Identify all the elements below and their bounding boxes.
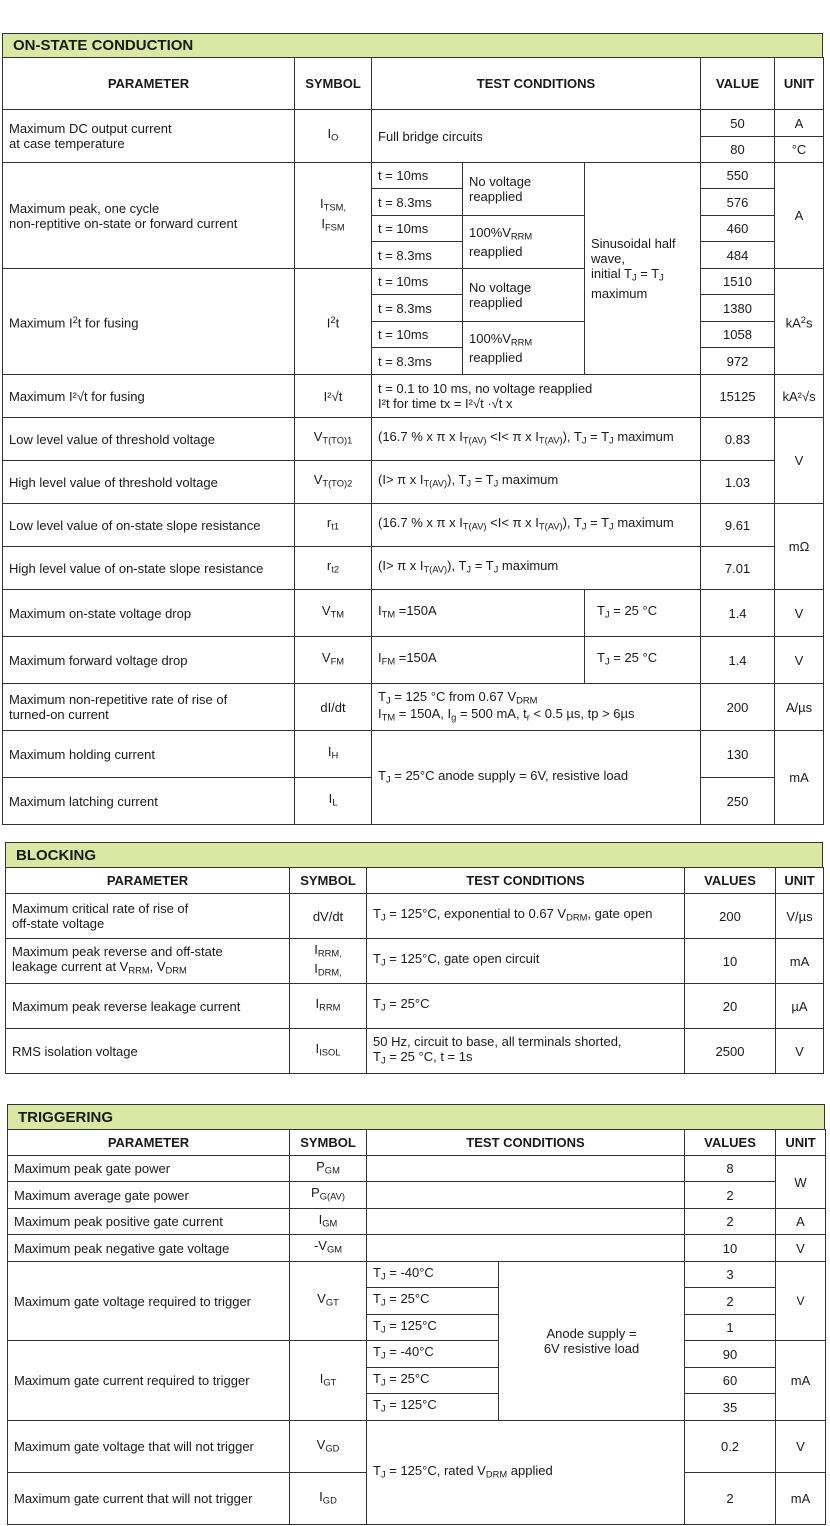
condition-cell: (I> π x $I_{T(AV)}$), $T_J = T_J$ maximum — [372, 547, 701, 590]
table-row — [6, 984, 824, 1029]
param-cell: Maximum average gate power — [8, 1182, 290, 1209]
condition-cell: (16.7 % x π x $I_{T(AV)} <I< \pi$ x $I_{T(AV)}$), $T_J = T_J$ maximum — [372, 504, 701, 547]
symbol-cell: $I_{TSM,}$ $I_{FSM}$ — [295, 163, 372, 269]
unit-cell: V — [775, 418, 824, 504]
header-conditions: TEST CONDITIONS — [372, 58, 701, 110]
condition-cell — [367, 1209, 685, 1235]
value-cell: 60 — [685, 1368, 776, 1394]
value-cell: 35 — [685, 1394, 776, 1421]
param-cell: Maximum holding current — [3, 731, 295, 778]
time-cell: t = 10ms — [372, 322, 463, 348]
symbol-cell: $V_{T(TO)1}$ — [295, 418, 372, 461]
table-row — [3, 375, 824, 418]
temp-cell: $T_J = 125^\circ C$ — [367, 1315, 499, 1341]
header-row — [8, 1130, 826, 1156]
value-cell: 1.03 — [701, 461, 775, 504]
header-values: VALUES — [685, 868, 776, 894]
symbol-cell: $I_O$ — [295, 110, 372, 163]
temp-cell: $T_J = 25$ °C — [585, 637, 701, 684]
value-cell: 2 — [685, 1288, 776, 1315]
param-cell: Maximum gate current that will not trigger — [8, 1473, 290, 1525]
table-row — [3, 684, 824, 731]
symbol-cell: $I_{ISOL}$ — [290, 1029, 367, 1074]
param-cell: Maximum peak positive gate current — [8, 1209, 290, 1235]
unit-cell: V — [776, 1029, 824, 1074]
unit-cell: A — [775, 163, 824, 269]
table-row — [6, 894, 824, 939]
condition-cell: Full bridge circuits — [372, 110, 701, 163]
symbol-cell: $r_{t2}$ — [295, 547, 372, 590]
time-cell: t = 8.3ms — [372, 295, 463, 322]
symbol-cell: $I_L$ — [295, 778, 372, 825]
reapplied-cell: No voltage reapplied — [463, 163, 585, 216]
anode-cell: Anode supply = 6V resistive load — [499, 1262, 685, 1421]
temp-cell: $T_J = 125^\circ C$ — [367, 1394, 499, 1421]
value-cell: 484 — [701, 242, 775, 269]
blocking-section — [5, 842, 823, 1074]
value-cell: 10 — [685, 1235, 776, 1262]
symbol-cell: I²√t — [295, 375, 372, 418]
header-unit: UNIT — [776, 1130, 826, 1156]
on-state-section — [2, 33, 823, 825]
time-cell: t = 10ms — [372, 216, 463, 242]
param-cell: Maximum forward voltage drop — [3, 637, 295, 684]
value-cell: 90 — [685, 1341, 776, 1368]
header-parameter: PARAMETER — [6, 868, 290, 894]
value-cell: 1510 — [701, 269, 775, 295]
value-cell: 2 — [685, 1182, 776, 1209]
header-symbol: SYMBOL — [295, 58, 372, 110]
table-row — [3, 547, 824, 590]
symbol-cell: $I_H$ — [295, 731, 372, 778]
time-cell: t = 8.3ms — [372, 348, 463, 375]
value-cell: 1058 — [701, 322, 775, 348]
symbol-cell: $I_{GM}$ — [290, 1209, 367, 1235]
value-cell: 0.83 — [701, 418, 775, 461]
unit-cell: A/µs — [775, 684, 824, 731]
value-cell: 972 — [701, 348, 775, 375]
value-cell: 460 — [701, 216, 775, 242]
param-cell: Maximum peak reverse and off-state leakage current at $V_{RRM}$, $V_{DRM}$ — [6, 939, 290, 984]
param-cell: Maximum peak negative gate voltage — [8, 1235, 290, 1262]
header-value: VALUE — [701, 58, 775, 110]
temp-cell: $T_J = 25$ °C — [585, 590, 701, 637]
value-cell: 1 — [685, 1315, 776, 1341]
unit-cell: °C — [775, 137, 824, 163]
param-cell: High level value of on-state slope resistance — [3, 547, 295, 590]
symbol-cell: $I^2t$ — [295, 269, 372, 375]
unit-cell: W — [776, 1156, 826, 1209]
time-cell: t = 10ms — [372, 269, 463, 295]
table-row — [3, 637, 824, 684]
table-row — [3, 731, 824, 778]
param-cell: Maximum peak gate power — [8, 1156, 290, 1182]
table-row — [3, 504, 824, 547]
value-cell: 576 — [701, 189, 775, 216]
header-row — [3, 58, 824, 110]
unit-cell: A — [776, 1209, 826, 1235]
value-cell: 0.2 — [685, 1421, 776, 1473]
on-state-table — [2, 57, 824, 825]
header-unit: UNIT — [775, 58, 824, 110]
value-cell: 200 — [701, 684, 775, 731]
symbol-cell: dV/dt — [290, 894, 367, 939]
table-row — [3, 590, 824, 637]
symbol-cell: $I_{RRM,}$ $I_{DRM,}$ — [290, 939, 367, 984]
unit-cell: mA — [776, 1473, 826, 1525]
value-cell: 2 — [685, 1209, 776, 1235]
param-cell: Maximum $I^2t$ for fusing — [3, 269, 295, 375]
temp-cell: $T_J = -40^\circ C$ — [367, 1262, 499, 1288]
param-cell: Maximum on-state voltage drop — [3, 590, 295, 637]
value-cell: 1.4 — [701, 590, 775, 637]
table-row — [3, 110, 824, 137]
value-cell: 9.61 — [701, 504, 775, 547]
table-row — [8, 1182, 826, 1209]
triggering-table — [7, 1129, 826, 1525]
blocking-table — [5, 867, 824, 1074]
param-cell: Low level value of on-state slope resistance — [3, 504, 295, 547]
time-cell: t = 8.3ms — [372, 189, 463, 216]
blocking-title: BLOCKING — [5, 842, 823, 867]
time-cell: t = 8.3ms — [372, 242, 463, 269]
param-cell: RMS isolation voltage — [6, 1029, 290, 1074]
reapplied-cell: No voltage reapplied — [463, 269, 585, 322]
temp-cell: $T_J = -40^\circ C$ — [367, 1341, 499, 1368]
unit-cell: V/µs — [776, 894, 824, 939]
condition-cell: $I_{TM} =150A$ — [372, 590, 585, 637]
triggering-section — [7, 1104, 825, 1525]
unit-cell: V — [775, 637, 824, 684]
param-cell: Maximum gate voltage required to trigger — [8, 1262, 290, 1341]
param-cell: Maximum gate current required to trigger — [8, 1341, 290, 1421]
header-conditions: TEST CONDITIONS — [367, 868, 685, 894]
table-row — [6, 939, 824, 984]
param-cell: Maximum I²√t for fusing — [3, 375, 295, 418]
table-row — [3, 163, 824, 189]
table-row — [8, 1209, 826, 1235]
param-cell: Maximum non-repetitive rate of rise of turned-on current — [3, 684, 295, 731]
unit-cell: mA — [776, 1341, 826, 1421]
unit-cell: kA²√s — [775, 375, 824, 418]
value-cell: 1380 — [701, 295, 775, 322]
header-conditions: TEST CONDITIONS — [367, 1130, 685, 1156]
header-row — [6, 868, 824, 894]
unit-cell: V — [775, 590, 824, 637]
symbol-cell: $V_{TM}$ — [295, 590, 372, 637]
condition-cell: $I_{FM} =150A$ — [372, 637, 585, 684]
condition-cell: $T_J = 125^\circ C$, exponential to 0.67 $V_{DRM}$, gate open — [367, 894, 685, 939]
symbol-cell: $-V_{GM}$ — [290, 1235, 367, 1262]
table-row — [8, 1341, 826, 1368]
table-row — [3, 461, 824, 504]
unit-cell: µA — [776, 984, 824, 1029]
table-row — [8, 1262, 826, 1288]
header-parameter: PARAMETER — [8, 1130, 290, 1156]
symbol-cell: dI/dt — [295, 684, 372, 731]
value-cell: 50 — [701, 110, 775, 137]
unit-cell: V — [776, 1235, 826, 1262]
symbol-cell: $I_{RRM}$ — [290, 984, 367, 1029]
value-cell: 10 — [685, 939, 776, 984]
table-row — [3, 418, 824, 461]
value-cell: 1.4 — [701, 637, 775, 684]
symbol-cell: $r_{t1}$ — [295, 504, 372, 547]
symbol-cell: $I_{GD}$ — [290, 1473, 367, 1525]
condition-cell — [367, 1235, 685, 1262]
table-row — [8, 1156, 826, 1182]
condition-cell: (I> π x $I_{T(AV)}$), $T_J = T_J$ maximum — [372, 461, 701, 504]
on-state-title: ON-STATE CONDUCTION — [2, 33, 823, 57]
unit-cell: A — [775, 110, 824, 137]
condition-cell — [367, 1182, 685, 1209]
param-cell: Maximum latching current — [3, 778, 295, 825]
condition-cell: $T_J = 125^\circ C$, rated $V_{DRM}$ applied — [367, 1421, 685, 1525]
symbol-cell: $P_{G(AV)}$ — [290, 1182, 367, 1209]
symbol-cell: $I_{GT}$ — [290, 1341, 367, 1421]
symbol-cell: $V_{FM}$ — [295, 637, 372, 684]
value-cell: 2 — [685, 1473, 776, 1525]
temp-cell: $T_J = 25^\circ C$ — [367, 1288, 499, 1315]
table-row — [8, 1235, 826, 1262]
temp-cell: $T_J = 25^\circ C$ — [367, 1368, 499, 1394]
condition-cell: $T_J = 25^\circ C$ — [367, 984, 685, 1029]
unit-cell: $kA^2s$ — [775, 269, 824, 375]
value-cell: 80 — [701, 137, 775, 163]
condition-cell: $T_J = 25^\circ C$ anode supply = 6V, resistive load — [372, 731, 701, 825]
header-parameter: PARAMETER — [3, 58, 295, 110]
triggering-title: TRIGGERING — [7, 1104, 825, 1129]
reapplied-cell: $100\%V_{RRM}$ reapplied — [463, 322, 585, 375]
param-cell: Maximum DC output current at case temperature — [3, 110, 295, 163]
header-unit: UNIT — [776, 868, 824, 894]
symbol-cell: $V_{GT}$ — [290, 1262, 367, 1341]
value-cell: 130 — [701, 731, 775, 778]
value-cell: 8 — [685, 1156, 776, 1182]
table-row — [6, 1029, 824, 1074]
unit-cell: V — [776, 1421, 826, 1473]
reapplied-cell: $100\%V_{RRM}$ reapplied — [463, 216, 585, 269]
value-cell: 7.01 — [701, 547, 775, 590]
param-cell: Maximum gate voltage that will not trigger — [8, 1421, 290, 1473]
unit-cell: mΩ — [775, 504, 824, 590]
value-cell: 20 — [685, 984, 776, 1029]
value-cell: 250 — [701, 778, 775, 825]
value-cell: 15125 — [701, 375, 775, 418]
condition-cell: 50 Hz, circuit to base, all terminals shorted, $T_J = 25$ °C, t = 1s — [367, 1029, 685, 1074]
param-cell: Maximum critical rate of rise of off-state voltage — [6, 894, 290, 939]
table-row — [3, 269, 824, 295]
unit-cell: V — [776, 1262, 826, 1341]
unit-cell: mA — [775, 731, 824, 825]
value-cell: 2500 — [685, 1029, 776, 1074]
value-cell: 3 — [685, 1262, 776, 1288]
param-cell: High level value of threshold voltage — [3, 461, 295, 504]
value-cell: 550 — [701, 163, 775, 189]
param-cell: Maximum peak reverse leakage current — [6, 984, 290, 1029]
header-values: VALUES — [685, 1130, 776, 1156]
symbol-cell: $V_{GD}$ — [290, 1421, 367, 1473]
sinusoidal-cell: Sinusoidal half wave, initial $T_J = T_J$ maximum — [585, 163, 701, 375]
header-symbol: SYMBOL — [290, 868, 367, 894]
unit-cell: mA — [776, 939, 824, 984]
symbol-cell: $V_{T(TO)2}$ — [295, 461, 372, 504]
condition-cell — [367, 1156, 685, 1182]
param-cell: Low level value of threshold voltage — [3, 418, 295, 461]
param-cell: Maximum peak, one cycle non-reptitive on-state or forward current — [3, 163, 295, 269]
condition-cell: $T_J = 125^\circ C$, gate open circuit — [367, 939, 685, 984]
symbol-cell: $P_{GM}$ — [290, 1156, 367, 1182]
header-symbol: SYMBOL — [290, 1130, 367, 1156]
table-row — [8, 1421, 826, 1473]
time-cell: t = 10ms — [372, 163, 463, 189]
value-cell: 200 — [685, 894, 776, 939]
condition-cell: t = 0.1 to 10 ms, no voltage reapplied I²t for time tx = I²√t ·√t x — [372, 375, 701, 418]
condition-cell: $T_J = 125$ °C from 0.67 $V_{DRM}$ $I_{TM} = 150A$, $I_g = 500$ mA, $t_r < 0.5$ µs, tp > 6µs — [372, 684, 701, 731]
condition-cell: (16.7 % x π x $I_{T(AV)} <I< \pi$ x $I_{T(AV)}$), $T_J = T_J$ maximum — [372, 418, 701, 461]
